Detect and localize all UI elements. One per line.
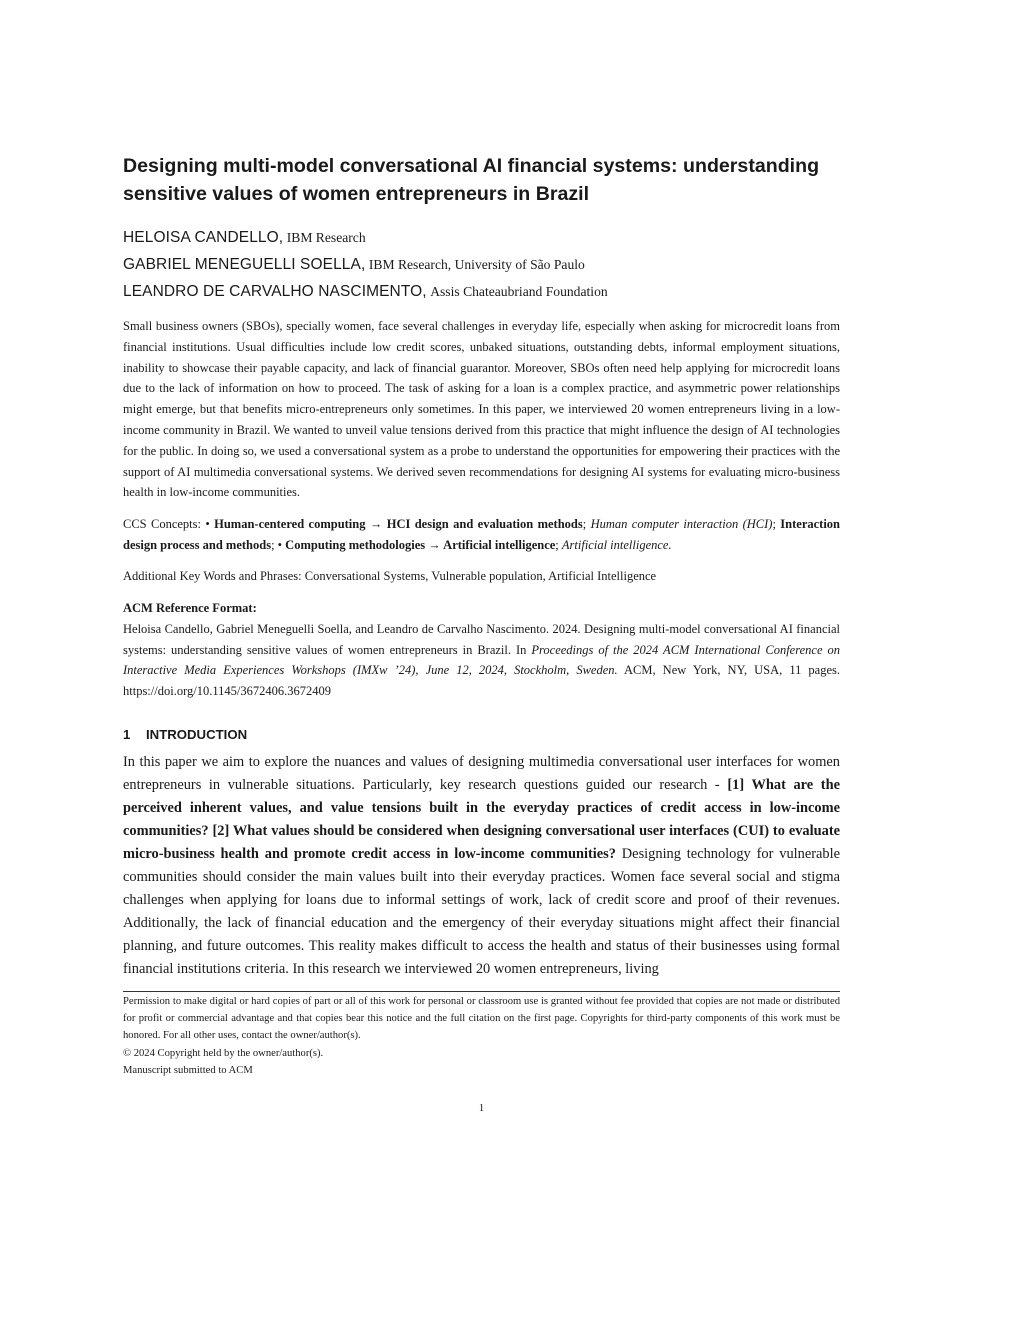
acm-reference <box>123 598 840 702</box>
section-heading <box>123 726 247 744</box>
paper-title <box>123 152 840 208</box>
author-2 <box>123 256 840 275</box>
page-number: 1 <box>478 1102 485 1114</box>
copyright-notice: © 2024 Copyright held by the owner/author(s). <box>123 1048 324 1059</box>
title-line-1: Designing multi-model conversational AI financial systems: understanding <box>123 155 820 177</box>
reference-text: Heloisa Candello, Gabriel Meneguelli Soella, and Leandro de Carvalho Nascimento. 2024. Designing multi-model conversational AI financial systems: understanding sensitive values of women entrepreneurs in Brazil. In <box>123 621 840 657</box>
author-affiliation: IBM Research <box>286 230 366 245</box>
intro-text-continued: Designing technology for vulnerable communities should consider the main values built into their everyday practices. Women face several social and stigma challenges when applying for loans due to informal settings of work, lack of credit score and proof of their revenues. Additionally, the lack of financial education and the emergency of their everyday situations might affect their financial planning, and future outcomes. This reality makes difficult to access the health and status of their businesses using formal financial institutions criteria. In this research we interviewed 20 women entrepreneurs, living <box>123 846 840 977</box>
ccs-concept-1: Human-centered computing → HCI design and evaluation methods <box>214 517 583 531</box>
author-name: LEANDRO DE CARVALHO NASCIMENTO, <box>123 283 427 300</box>
author-affiliation: Assis Chateaubriand Foundation <box>430 284 608 299</box>
permission-notice: Permission to make digital or hard copies of part or all of this work for personal or classroom use is granted without fee provided that copies are not made or distributed for profit or commercial advantage and that copies bear this notice and the full citation on the first page. Copyrights for third-party components of this work must be honored. For all other uses, contact the owner/author(s). <box>123 996 840 1041</box>
author-3 <box>123 283 840 302</box>
section-title: INTRODUCTION <box>146 727 248 742</box>
ccs-concept-3-detail: Artificial intelligence. <box>561 537 672 552</box>
ccs-separator: ; <box>772 517 781 531</box>
ccs-concepts <box>123 514 840 556</box>
reference-venue: Proceedings of the 2024 ACM International Conference on Interactive Media Experiences Workshops (IMXw ’24), June 12, 2024, Stockholm, Sweden. <box>123 642 840 678</box>
section-number: 1 <box>123 727 131 742</box>
title-line-2: sensitive values of women entrepreneurs in Brazil <box>123 183 590 205</box>
ccs-separator: ; <box>582 517 591 531</box>
author-name: GABRIEL MENEGUELLI SOELLA, <box>123 256 366 273</box>
ccs-separator: ; <box>555 537 562 552</box>
introduction-paragraph <box>123 751 840 981</box>
ccs-concept-1-detail: Human computer interaction (HCI) <box>590 517 773 531</box>
reference-publisher: ACM, New York, NY, USA, 11 pages. https://doi.org/10.1145/3672406.3672409 <box>123 663 840 699</box>
keywords: Additional Key Words and Phrases: Conversational Systems, Vulnerable population, Artificial Intelligence <box>123 569 657 583</box>
abstract: Small business owners (SBOs), specially women, face several challenges in everyday life, especially when asking for microcredit loans from financial institutions. Usual difficulties include low credit scores, unbaked situations, outstanding debts, informal employment situations, inability to showcase their payable capacity, and lack of financial guarantor. Moreover, SBOs often need help applying for microcredit loans due to the lack of information on how to proceed. The task of asking for a loan is a complex practice, and asymmetric power relationships might emerge, but that benefits micro-entrepreneurs only sometimes. In this paper, we interviewed 20 women entrepreneurs living in a low-income community in Brazil. We wanted to unveil value tensions derived from this practice that might influence the design of AI technologies for the public. In doing so, we used a conversational system as a probe to understand the opportunities for empowering their practices with the support of AI multimedia conversational systems. We derived seven recommendations for designing AI systems for evaluating micro-business health in low-income communities. <box>123 319 840 500</box>
intro-text: In this paper we aim to explore the nuances and values of designing multimedia conversational user interfaces for women entrepreneurs in vulnerable situations. Particularly, key research questions guided our research - <box>123 754 840 793</box>
ccs-concept-3: Computing methodologies → Artificial intelligence <box>285 537 556 552</box>
ccs-concept-2: Interaction design process and methods <box>123 517 841 552</box>
footnote-divider <box>123 991 840 992</box>
reference-heading: ACM Reference Format: <box>123 601 257 615</box>
author-name: HELOISA CANDELLO, <box>123 229 284 246</box>
ccs-label: CCS Concepts: • <box>123 517 215 531</box>
author-affiliation: IBM Research, University of São Paulo <box>368 257 585 272</box>
author-1 <box>123 229 840 248</box>
ccs-separator: ; • <box>271 537 286 552</box>
research-questions: [1] What are the perceived inherent values, and value tensions built in the everyday practices of credit access in low-income communities? [2] What values should be considered when designing conversational user interfaces (CUI) to evaluate micro-business health and promote credit access in low-income communities? <box>123 777 840 862</box>
manuscript-notice: Manuscript submitted to ACM <box>123 1065 253 1076</box>
